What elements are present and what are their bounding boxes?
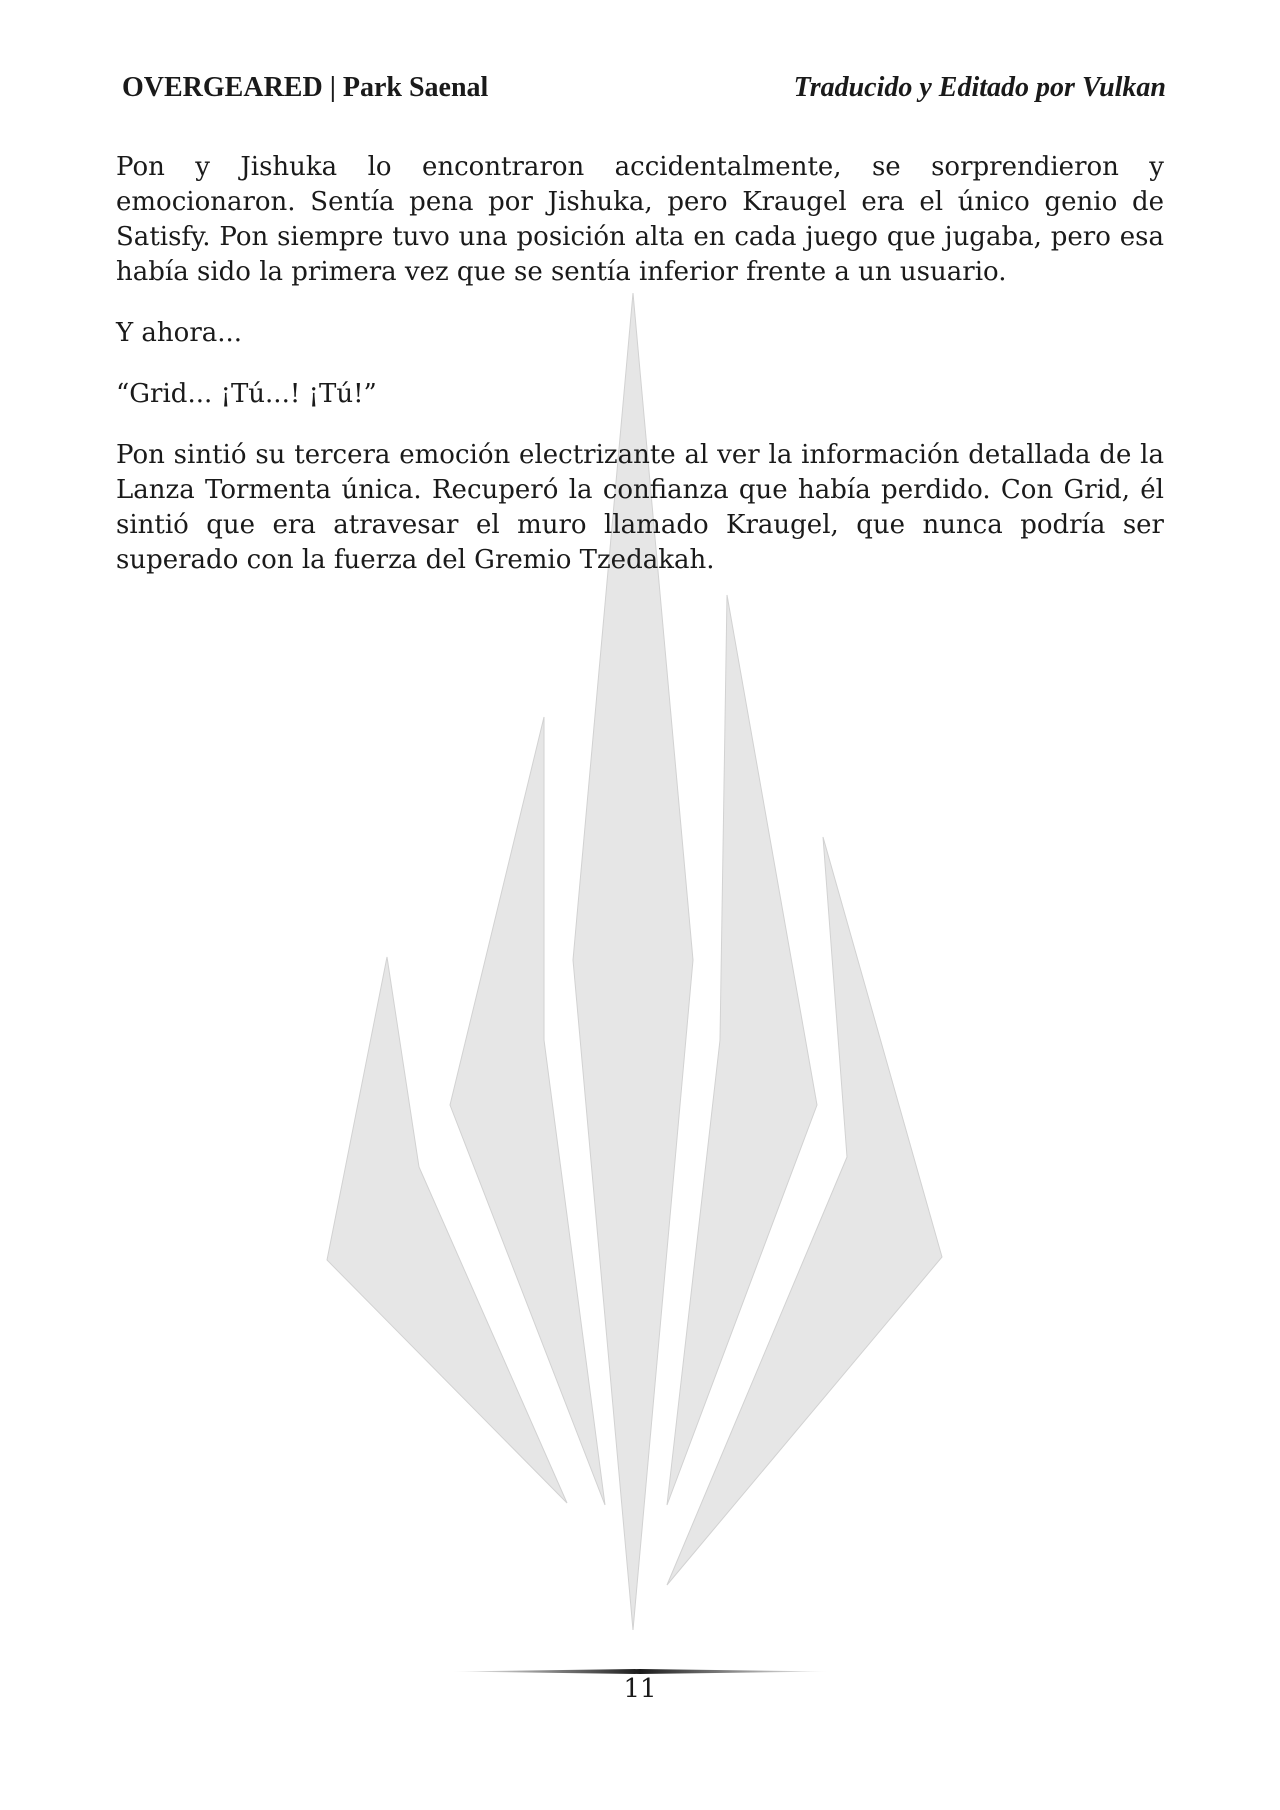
header-book-title: OVERGEARED | Park Saenal — [122, 72, 489, 103]
page-number: 11 — [623, 1674, 657, 1704]
paragraph: Pon sintió su tercera emoción electrizante al ver la información detallada de la Lanza Tormenta única. Recuperó la confianza que había perdido. Con Grid, él sintió que era atravesar el muro llamado Kraugel, que nunca podría ser superado con la fuerza del Gremio Tzedakah. — [116, 440, 1164, 575]
paragraph: “Grid... ¡Tú...! ¡Tú!” — [116, 379, 377, 409]
page-header — [122, 72, 1166, 112]
body-text — [116, 150, 1164, 604]
paragraph: Y ahora... — [116, 318, 243, 348]
paragraph: Pon y Jishuka lo encontraron accidentalmente, se sorprendieron y emocionaron. Sentía pena por Jishuka, pero Kraugel era el único genio de Satisfy. Pon siempre tuvo una posición alta en cada juego que jugaba, pero esa había sido la primera vez que se sentía inferior frente a un usuario. — [116, 152, 1164, 287]
header-translator-credit: Traducido y Editado por Vulkan — [793, 72, 1166, 103]
